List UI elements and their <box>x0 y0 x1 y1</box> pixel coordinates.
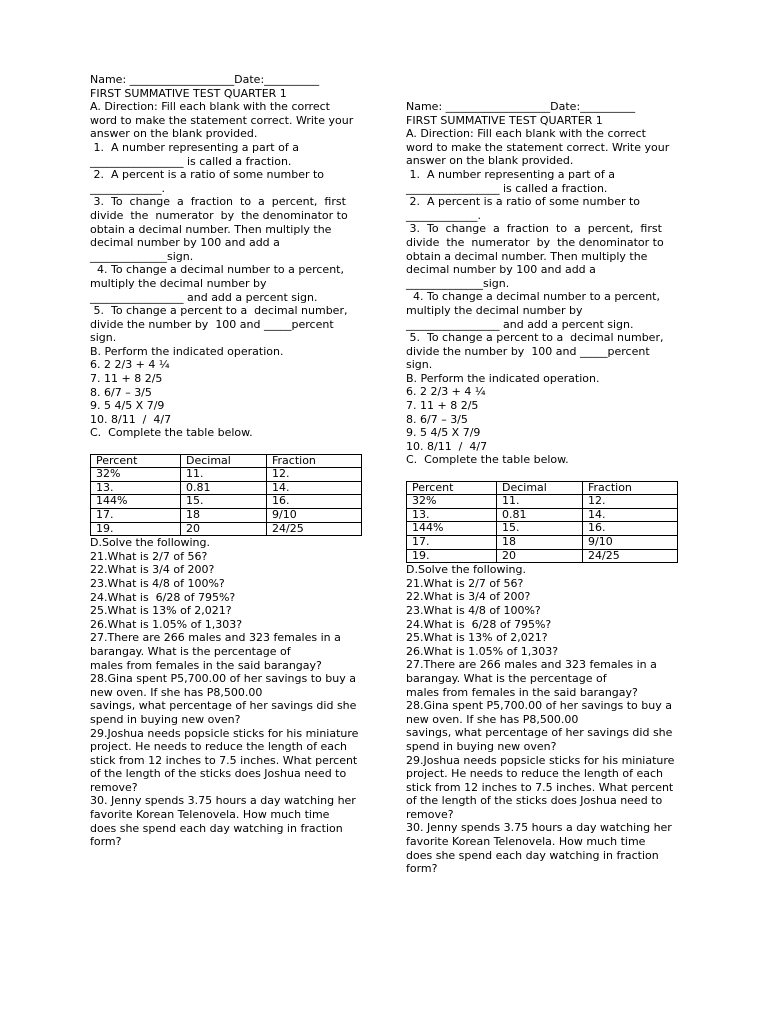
table-cell: 11. <box>181 468 267 482</box>
text-line: A. Direction: Fill each blank with the correct <box>90 100 330 114</box>
text-line: 3. To change a fraction to a percent, first <box>90 195 346 209</box>
text-line: _____________. <box>90 181 165 195</box>
text-line: 6. 2 2/3 + 4 ¼ <box>406 385 486 399</box>
text-line: 2. A percent is a ratio of some number to <box>406 195 641 209</box>
text-line: 4. To change a decimal number to a percent, <box>90 263 344 277</box>
table-header-cell: Percent <box>407 481 497 495</box>
text-line: 6. 2 2/3 + 4 ¼ <box>90 358 170 372</box>
table-cell: 14. <box>583 508 678 522</box>
text-line: 24.What is 6/28 of 795%? <box>406 617 552 631</box>
text-line: new oven. If she has P8,500.00 <box>90 685 263 699</box>
text-line: 9. 5 4/5 X 7/9 <box>406 426 481 440</box>
text-line: 21.What is 2/7 of 56? <box>90 549 208 563</box>
text-line: ______________sign. <box>90 249 194 263</box>
table-cell: 20 <box>497 549 583 563</box>
table-cell: 144% <box>91 495 181 509</box>
table-cell: 12. <box>267 468 362 482</box>
text-line: answer on the blank provided. <box>406 154 574 168</box>
text-line: 25.What is 13% of 2,021? <box>406 631 548 645</box>
text-line: remove? <box>406 807 454 821</box>
text-line: D.Solve the following. <box>90 536 211 550</box>
text-line: savings, what percentage of her savings did she <box>406 726 673 740</box>
table-cell: 11. <box>497 495 583 509</box>
text-line: _________________ and add a percent sign. <box>406 317 634 331</box>
text-line: does she spend each day watching in fraction <box>406 848 659 862</box>
table-cell: 32% <box>407 495 497 509</box>
table-cell: 20 <box>181 522 267 536</box>
text-line: 21.What is 2/7 of 56? <box>406 576 524 590</box>
table-row <box>407 508 678 522</box>
text-line: barangay. What is the percentage of <box>90 644 291 658</box>
text-line: males from females in the said barangay? <box>406 685 638 699</box>
text-line: C. Complete the table below. <box>406 453 569 467</box>
text-line: 7. 11 + 8 2/5 <box>406 399 479 413</box>
text-line: 1. A number representing a part of a <box>406 167 615 181</box>
text-line: Name: ___________________Date:__________ <box>90 73 320 86</box>
text-line: 27.There are 266 males and 323 females in a <box>90 631 341 645</box>
text-line: 1. A number representing a part of a <box>90 140 299 154</box>
table-header-row <box>91 454 362 468</box>
text-line: 28.Gina spent P5,700.00 of her savings to buy a <box>90 672 356 686</box>
table-cell: 19. <box>91 522 181 536</box>
text-line: divide the number by 100 and _____percent <box>406 344 650 358</box>
text-line: 22.What is 3/4 of 200? <box>90 563 215 577</box>
text-line: 23.What is 4/8 of 100%? <box>90 576 225 590</box>
text-line: barangay. What is the percentage of <box>406 671 607 685</box>
text-line: B. Perform the indicated operation. <box>406 371 600 385</box>
table-cell: 16. <box>267 495 362 509</box>
table-cell: 144% <box>407 522 497 536</box>
text-line: 29.Joshua needs popsicle sticks for his miniature <box>406 753 675 767</box>
table-cell: 13. <box>407 508 497 522</box>
text-line: 4. To change a decimal number to a percent, <box>406 290 660 304</box>
text-line: savings, what percentage of her savings did she <box>90 699 357 713</box>
text-line: _________________ is called a fraction. <box>406 181 608 195</box>
word-problems-block <box>90 536 362 849</box>
table-row <box>91 509 362 523</box>
table-cell: 17. <box>407 536 497 550</box>
text-line: 30. Jenny spends 3.75 hours a day watching her <box>90 794 356 808</box>
completion-table <box>406 481 678 564</box>
text-line: decimal number by 100 and add a <box>406 263 596 277</box>
text-line: divide the numerator by the denominator to <box>406 235 664 249</box>
text-line: stick from 12 inches to 7.5 inches. What percent <box>406 780 674 794</box>
table-cell: 24/25 <box>583 549 678 563</box>
text-line: multiply the decimal number by <box>406 303 583 317</box>
table-header-cell: Fraction <box>583 481 678 495</box>
table-row <box>91 522 362 536</box>
table-row <box>407 522 678 536</box>
text-line: form? <box>90 835 122 849</box>
text-line: 9. 5 4/5 X 7/9 <box>90 399 165 413</box>
table-header-row <box>407 481 678 495</box>
text-line: 8. 6/7 – 3/5 <box>406 412 468 426</box>
text-line: stick from 12 inches to 7.5 inches. What percent <box>90 753 358 767</box>
table-row <box>91 468 362 482</box>
table-cell: 15. <box>181 495 267 509</box>
table-header-cell: Fraction <box>267 454 362 468</box>
text-line: obtain a decimal number. Then multiply the <box>406 249 648 263</box>
table-cell: 18 <box>497 536 583 550</box>
text-line: 25.What is 13% of 2,021? <box>90 604 232 618</box>
text-line: sign. <box>406 358 433 372</box>
text-line: _________________ and add a percent sign. <box>90 290 318 304</box>
test-instructions-block <box>406 100 678 467</box>
text-line: 5. To change a percent to a decimal number, <box>406 331 664 345</box>
text-line: sign. <box>90 331 117 345</box>
test-sheet-right <box>406 100 678 876</box>
table-cell: 24/25 <box>267 522 362 536</box>
table-cell: 0.81 <box>181 481 267 495</box>
table-cell: 16. <box>583 522 678 536</box>
text-line: C. Complete the table below. <box>90 426 253 440</box>
table-cell: 14. <box>267 481 362 495</box>
text-line: favorite Korean Telenovela. How much time <box>406 835 646 849</box>
text-line: 28.Gina spent P5,700.00 of her savings to buy a <box>406 699 672 713</box>
text-line: males from females in the said barangay? <box>90 658 322 672</box>
text-line: B. Perform the indicated operation. <box>90 344 284 358</box>
text-line: 10. 8/11 / 4/7 <box>406 439 488 453</box>
text-line: 24.What is 6/28 of 795%? <box>90 590 236 604</box>
text-line: FIRST SUMMATIVE TEST QUARTER 1 <box>406 113 603 127</box>
text-line: _________________ is called a fraction. <box>90 154 292 168</box>
table-cell: 0.81 <box>497 508 583 522</box>
table-cell: 9/10 <box>267 509 362 523</box>
text-line: does she spend each day watching in fraction <box>90 821 343 835</box>
word-problems-block <box>406 563 678 876</box>
text-line: 5. To change a percent to a decimal number, <box>90 304 348 318</box>
table-row <box>407 495 678 509</box>
text-line: _____________. <box>406 208 481 222</box>
table-row <box>91 495 362 509</box>
text-line: ______________sign. <box>406 276 510 290</box>
text-line: obtain a decimal number. Then multiply the <box>90 222 332 236</box>
text-line: favorite Korean Telenovela. How much time <box>90 808 330 822</box>
text-line: 23.What is 4/8 of 100%? <box>406 603 541 617</box>
text-line: Name: ___________________Date:__________ <box>406 100 636 113</box>
completion-table <box>90 454 362 537</box>
text-line: 26.What is 1.05% of 1,303? <box>90 617 243 631</box>
table-cell: 15. <box>497 522 583 536</box>
text-line: form? <box>406 862 438 876</box>
table-row <box>91 481 362 495</box>
text-line: answer on the blank provided. <box>90 127 258 141</box>
table-header-cell: Percent <box>91 454 181 468</box>
text-line: decimal number by 100 and add a <box>90 236 280 250</box>
test-instructions-block <box>90 73 362 440</box>
text-line: 27.There are 266 males and 323 females in a <box>406 658 657 672</box>
text-line: FIRST SUMMATIVE TEST QUARTER 1 <box>90 86 287 100</box>
text-line: 8. 6/7 – 3/5 <box>90 385 152 399</box>
text-line: D.Solve the following. <box>406 563 527 577</box>
text-line: spend in buying new oven? <box>406 739 557 753</box>
table-row <box>407 549 678 563</box>
text-line: of the length of the sticks does Joshua need to <box>406 794 663 808</box>
table-cell: 9/10 <box>583 536 678 550</box>
table-cell: 13. <box>91 481 181 495</box>
table-header-cell: Decimal <box>497 481 583 495</box>
text-line: 10. 8/11 / 4/7 <box>90 412 172 426</box>
text-line: 30. Jenny spends 3.75 hours a day watching her <box>406 821 672 835</box>
text-line: word to make the statement correct. Write your <box>90 113 354 127</box>
text-line: 7. 11 + 8 2/5 <box>90 372 163 386</box>
text-line: 26.What is 1.05% of 1,303? <box>406 644 559 658</box>
table-cell: 32% <box>91 468 181 482</box>
text-line: new oven. If she has P8,500.00 <box>406 712 579 726</box>
text-line: word to make the statement correct. Write your <box>406 140 670 154</box>
table-cell: 19. <box>407 549 497 563</box>
text-line: divide the numerator by the denominator to <box>90 208 348 222</box>
text-line: multiply the decimal number by <box>90 276 267 290</box>
text-line: 22.What is 3/4 of 200? <box>406 590 531 604</box>
text-line: spend in buying new oven? <box>90 712 241 726</box>
text-line: 2. A percent is a ratio of some number to <box>90 168 325 182</box>
text-line: project. He needs to reduce the length of each <box>406 767 664 781</box>
test-sheet-left <box>90 73 362 849</box>
text-line: A. Direction: Fill each blank with the correct <box>406 127 646 141</box>
text-line: project. He needs to reduce the length of each <box>90 740 348 754</box>
text-line: 29.Joshua needs popsicle sticks for his miniature <box>90 726 359 740</box>
table-cell: 18 <box>181 509 267 523</box>
text-line: remove? <box>90 780 138 794</box>
table-row <box>407 536 678 550</box>
text-line: 3. To change a fraction to a percent, first <box>406 222 662 236</box>
table-cell: 17. <box>91 509 181 523</box>
text-line: divide the number by 100 and _____percent <box>90 317 334 331</box>
table-header-cell: Decimal <box>181 454 267 468</box>
text-line: of the length of the sticks does Joshua need to <box>90 767 347 781</box>
table-cell: 12. <box>583 495 678 509</box>
